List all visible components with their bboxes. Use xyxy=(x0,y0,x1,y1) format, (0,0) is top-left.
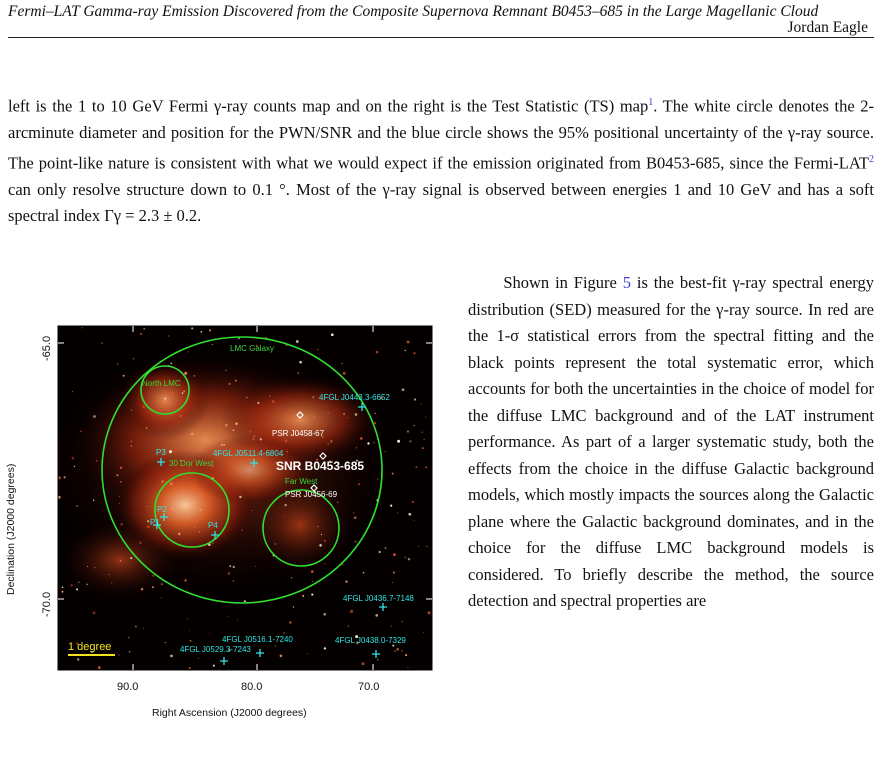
xtick-label-3: 70.0 xyxy=(358,681,380,693)
star xyxy=(184,579,186,581)
star xyxy=(363,572,365,574)
p1-label: P1 xyxy=(150,518,160,527)
figure-5-link[interactable]: 5 xyxy=(622,273,632,292)
star xyxy=(355,413,358,416)
star xyxy=(345,581,347,583)
star xyxy=(407,667,408,668)
4fgl-0436-label: 4FGL J0436.7-7148 xyxy=(343,594,414,603)
star xyxy=(407,341,410,344)
star xyxy=(422,447,424,449)
star xyxy=(233,580,234,581)
star xyxy=(108,574,109,575)
footnote-1-link[interactable]: 1 xyxy=(648,97,654,108)
star xyxy=(130,557,132,559)
star xyxy=(293,606,294,607)
xtick-label-2: 80.0 xyxy=(241,681,263,693)
star xyxy=(414,425,415,426)
star xyxy=(376,351,379,354)
star xyxy=(327,443,329,445)
para1-text-2: . The white circle denotes the 2-arcminute diameter and position for the PWN/SNR and the blue circle shows the 95% positional uncertainty of the γ-ray source. The point-like nature is consistent with what we would expect if the emission originated from B0453-685, since the Fermi-LAT xyxy=(8,96,874,172)
star xyxy=(168,335,169,336)
star xyxy=(415,466,417,468)
star xyxy=(143,406,145,408)
para1-text-1: left is the 1 to 10 GeV Fermi γ-ray counts map and on the right is the Test Statistic (TS) map xyxy=(8,96,649,116)
star xyxy=(354,516,357,519)
star xyxy=(402,388,405,391)
star xyxy=(117,363,118,364)
star xyxy=(317,349,318,350)
sed-text-2: is the best-fit γ-ray spectral energy distribution (SED) measured for the γ-ray source. In red are the 1-σ statistical errors from the spectral fitting and the black points represent the total systematic error, which accounts for both the uncertainties in the choice of model for the diffuse LMC background and of the LAT instrument performance. As part of a larger systematic study, both the effects from the choice in the diffuse Galactic background models, which mostly impacts the sources along the Galactic plane where the Galactic background dominates, and in the choice for the diffuse LMC background models is considered. To briefly describe the method, the source detection and spectral properties are xyxy=(468,273,874,610)
4fgl-0511-label: 4FGL J0511.4-6804 xyxy=(213,449,284,458)
star xyxy=(140,333,142,335)
star xyxy=(224,444,225,445)
star xyxy=(212,543,213,544)
snr-label: SNR B0453-685 xyxy=(276,459,365,473)
star xyxy=(396,648,399,651)
star xyxy=(237,620,238,621)
star xyxy=(189,667,191,669)
sed-text-1: Shown in Figure xyxy=(503,273,623,292)
star xyxy=(72,391,73,392)
star xyxy=(373,442,375,444)
star xyxy=(139,541,142,544)
star xyxy=(390,505,392,507)
star xyxy=(311,570,314,573)
star xyxy=(178,533,181,536)
star xyxy=(324,540,326,542)
star xyxy=(93,500,94,501)
star xyxy=(172,392,175,395)
star xyxy=(328,413,329,414)
star xyxy=(120,523,123,526)
y-axis-title: Declination (J2000 degrees) xyxy=(5,463,17,595)
star xyxy=(170,482,173,485)
star xyxy=(76,588,78,590)
psr-0456-label: PSR J0456-69 xyxy=(285,490,338,499)
footnote-2-link[interactable]: 2 xyxy=(869,153,874,165)
star xyxy=(225,370,226,371)
star xyxy=(128,637,129,638)
star xyxy=(342,363,343,364)
star xyxy=(420,404,421,405)
star xyxy=(135,626,137,628)
star xyxy=(394,650,396,652)
star xyxy=(64,476,66,478)
star xyxy=(200,509,202,511)
star xyxy=(123,375,125,377)
star xyxy=(324,563,325,564)
xtick-label-1: 90.0 xyxy=(117,681,139,693)
star xyxy=(116,474,118,476)
star xyxy=(228,616,229,617)
star xyxy=(405,654,407,656)
star xyxy=(397,512,398,513)
star xyxy=(172,507,174,509)
star xyxy=(275,645,276,646)
star xyxy=(343,372,346,375)
star xyxy=(367,442,369,444)
running-header-title: Fermi–LAT Gamma-ray Emission Discovered from the Composite Supernova Remnant B0453–685 in the Large Magellanic Cloud xyxy=(8,3,819,20)
star xyxy=(86,584,88,586)
star xyxy=(407,430,409,432)
star xyxy=(183,390,185,392)
star xyxy=(113,442,114,443)
p2-label: P2 xyxy=(157,505,167,514)
star xyxy=(143,328,145,330)
star xyxy=(404,350,406,352)
star xyxy=(265,337,267,339)
star xyxy=(193,375,195,377)
psr-0458-label: PSR J0458-67 xyxy=(272,429,325,438)
star xyxy=(284,439,287,442)
star xyxy=(275,544,276,545)
star xyxy=(296,340,299,343)
star xyxy=(146,427,148,429)
star xyxy=(421,431,423,433)
star xyxy=(312,396,314,398)
star xyxy=(287,414,290,417)
star xyxy=(87,566,88,567)
star xyxy=(405,557,407,559)
star xyxy=(235,380,237,382)
star xyxy=(119,496,120,497)
star xyxy=(377,478,379,480)
star xyxy=(354,540,356,542)
star xyxy=(289,621,291,623)
star xyxy=(152,586,154,588)
star xyxy=(284,632,285,633)
ytick-label-1: -65.0 xyxy=(41,335,53,361)
star xyxy=(414,398,416,400)
star xyxy=(423,439,425,441)
star xyxy=(189,630,190,631)
star xyxy=(286,451,288,453)
star xyxy=(375,614,378,617)
star xyxy=(161,583,163,585)
star xyxy=(98,666,101,669)
star xyxy=(428,611,431,614)
star xyxy=(362,662,365,665)
star xyxy=(312,581,313,582)
star xyxy=(302,595,304,597)
star xyxy=(209,329,211,331)
star xyxy=(252,510,253,511)
star xyxy=(233,566,235,568)
star xyxy=(253,436,255,438)
star xyxy=(284,504,286,506)
star xyxy=(143,628,144,629)
star xyxy=(130,445,132,447)
4fgl-0443-label: 4FGL J0443.3-6652 xyxy=(319,393,390,402)
star xyxy=(225,424,228,427)
star xyxy=(241,530,243,532)
star xyxy=(425,417,426,418)
star xyxy=(291,577,292,578)
star xyxy=(393,553,396,556)
star xyxy=(62,587,64,589)
star xyxy=(311,594,313,596)
star xyxy=(170,655,173,658)
star xyxy=(269,395,270,396)
star xyxy=(205,455,206,456)
star xyxy=(182,392,183,393)
star xyxy=(374,422,376,424)
star xyxy=(412,501,414,503)
star xyxy=(161,480,163,482)
star xyxy=(233,429,234,430)
star xyxy=(191,433,194,436)
star xyxy=(119,503,120,504)
star xyxy=(209,633,210,634)
star xyxy=(80,430,82,432)
star xyxy=(375,413,376,414)
star xyxy=(93,611,96,614)
star xyxy=(319,544,322,547)
star xyxy=(212,344,213,345)
star xyxy=(187,618,188,619)
star xyxy=(418,546,419,547)
star xyxy=(392,473,394,475)
star xyxy=(272,400,275,403)
star xyxy=(111,582,113,584)
4fgl-0438-label: 4FGL J0438.0-7329 xyxy=(335,636,406,645)
star xyxy=(70,584,72,586)
star xyxy=(214,338,215,339)
ytick-label-2: -70.0 xyxy=(41,591,53,617)
star xyxy=(353,512,354,513)
star xyxy=(299,361,302,364)
star xyxy=(385,547,387,549)
star xyxy=(273,417,274,418)
star xyxy=(131,441,132,442)
star xyxy=(331,333,334,336)
star xyxy=(228,572,231,575)
star xyxy=(133,358,134,359)
lmc-galaxy-label: LMC Galaxy xyxy=(230,344,275,353)
star xyxy=(179,415,181,417)
star xyxy=(129,651,131,653)
star xyxy=(317,526,318,527)
star xyxy=(413,352,415,354)
star xyxy=(213,665,215,667)
star xyxy=(244,600,246,602)
star xyxy=(425,466,426,467)
star xyxy=(199,531,201,533)
star xyxy=(235,422,238,425)
para1-text-3: can only resolve structure down to 0.1 °. Most of the γ-ray signal is observed between energies 1 and 10 GeV and has a soft spectral index Γγ = 2.3 ± 0.2. xyxy=(8,179,874,225)
star xyxy=(297,372,299,374)
p3-label: P3 xyxy=(156,448,166,457)
star xyxy=(257,402,259,404)
star xyxy=(409,440,411,442)
star xyxy=(229,383,231,385)
star xyxy=(408,513,411,516)
star xyxy=(229,565,231,567)
star xyxy=(184,372,187,375)
star xyxy=(255,566,256,567)
star xyxy=(101,342,102,343)
star xyxy=(249,430,251,432)
star xyxy=(120,467,122,469)
star xyxy=(330,440,332,442)
star xyxy=(377,659,378,660)
star xyxy=(347,417,348,418)
star xyxy=(393,571,395,573)
star xyxy=(379,551,381,553)
star xyxy=(119,654,120,655)
star xyxy=(392,582,393,583)
star xyxy=(81,327,82,328)
star xyxy=(198,658,199,659)
star xyxy=(170,362,172,364)
star xyxy=(94,567,96,569)
star xyxy=(350,610,353,613)
star xyxy=(307,653,308,654)
star xyxy=(348,626,349,627)
star xyxy=(77,658,79,660)
star xyxy=(194,527,195,528)
star xyxy=(314,416,315,417)
star xyxy=(356,447,357,448)
star xyxy=(401,621,403,623)
star xyxy=(324,647,326,649)
star xyxy=(401,650,403,652)
star xyxy=(280,655,283,658)
30dor-west-label: 30 Dor West xyxy=(169,459,214,468)
star xyxy=(141,588,143,590)
star xyxy=(426,546,427,547)
star xyxy=(246,397,247,398)
scale-bar-label: 1 degree xyxy=(68,641,112,653)
star xyxy=(120,560,121,561)
4fgl-0529-label: 4FGL J0529.3-7243 xyxy=(180,645,251,654)
star xyxy=(146,506,147,507)
p4-label: P4 xyxy=(208,521,218,530)
star xyxy=(165,642,166,643)
star xyxy=(260,438,262,440)
star xyxy=(408,558,410,560)
star xyxy=(169,450,172,453)
star xyxy=(74,466,75,467)
star xyxy=(239,496,241,498)
star xyxy=(423,632,424,633)
star xyxy=(178,422,179,423)
4fgl-0516-label: 4FGL J0516.1-7240 xyxy=(222,635,293,644)
star xyxy=(78,582,79,583)
star xyxy=(191,327,193,329)
star xyxy=(152,575,154,577)
star xyxy=(76,505,77,506)
star xyxy=(61,591,63,593)
running-header-author: Jordan Eagle xyxy=(787,19,868,36)
star xyxy=(221,444,224,447)
star xyxy=(360,437,363,440)
north-lmc-label: North LMC xyxy=(142,379,181,388)
star xyxy=(120,481,122,483)
star xyxy=(147,520,149,522)
star xyxy=(252,438,255,441)
star xyxy=(323,613,326,616)
star xyxy=(72,457,75,460)
star xyxy=(397,440,400,443)
star xyxy=(164,398,166,400)
star xyxy=(284,515,285,516)
star xyxy=(166,417,167,418)
star xyxy=(358,483,360,485)
star xyxy=(201,331,203,333)
x-axis-title: Right Ascension (J2000 degrees) xyxy=(152,707,307,719)
star xyxy=(343,413,345,415)
star xyxy=(188,491,189,492)
star xyxy=(93,415,96,418)
star xyxy=(391,625,392,626)
star xyxy=(385,451,386,452)
star xyxy=(96,460,98,462)
star xyxy=(413,520,414,521)
star xyxy=(131,410,132,411)
star xyxy=(190,640,192,642)
star xyxy=(337,502,338,503)
star xyxy=(161,598,162,599)
star xyxy=(187,351,188,352)
star xyxy=(321,534,322,535)
far-west-label: Far West xyxy=(285,477,318,486)
